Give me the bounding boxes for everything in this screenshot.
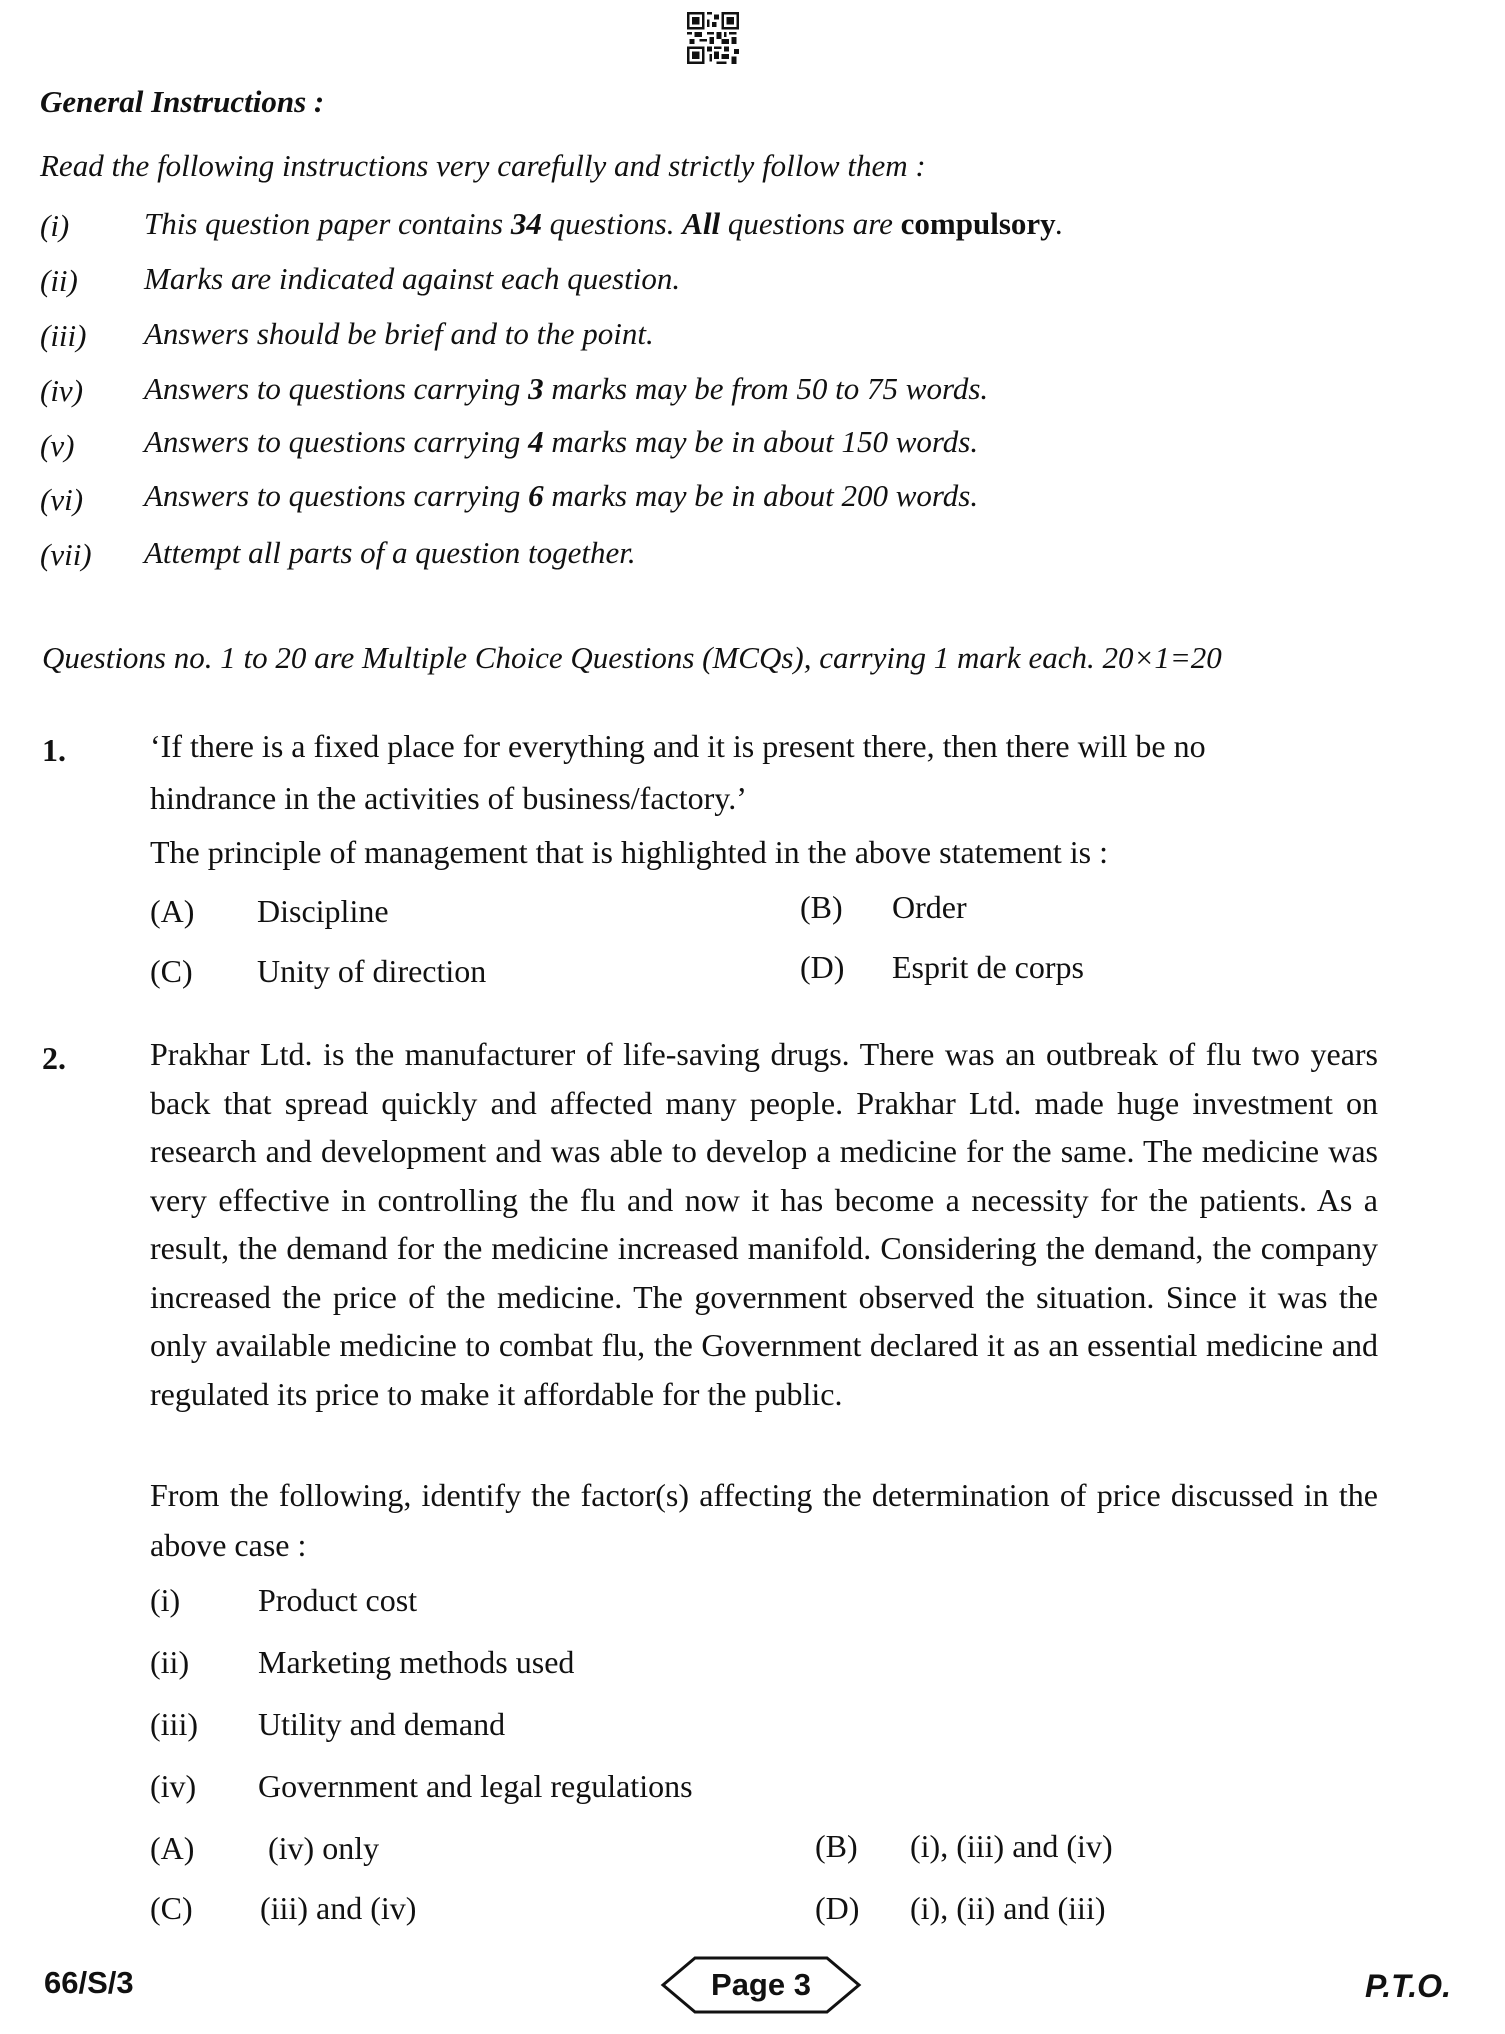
instructions-heading: General Instructions : [40,84,325,119]
instruction-item [144,206,1063,242]
instruction-text: questions. [541,206,683,241]
instruction-bold: 34 [510,206,542,241]
factor-label: (iii) [150,1706,198,1742]
question-text: hindrance in the activities of business/factory.’ [150,780,747,816]
factor-text: Utility and demand [258,1706,506,1742]
instruction-bold: 3 [528,371,544,406]
instruction-item [144,424,978,460]
factor-label: (ii) [150,1644,190,1680]
factor-text: Product cost [258,1582,418,1618]
instruction-text: Answers to questions carrying [144,424,529,459]
instruction-item: Attempt all parts of a question together. [144,535,636,570]
instruction-number: (iv) [40,373,84,408]
factor-text: Marketing methods used [258,1644,575,1680]
instruction-number: (vii) [40,537,92,572]
question-text: ‘If there is a fixed place for everything and it is present there, then there will be no [150,728,1206,764]
instruction-item [144,371,988,407]
option-label: (D) [815,1890,860,1926]
instruction-item: Marks are indicated against each question. [144,261,681,296]
qr-code-icon [686,12,740,64]
instruction-text: questions are [720,206,901,241]
option-text: (iv) only [268,1830,380,1866]
option-text: Discipline [257,893,389,929]
option-label: (B) [800,889,843,925]
instruction-bold: All [682,206,721,241]
instruction-number: (iii) [40,318,87,353]
option-text: (iii) and (iv) [260,1890,417,1926]
option-label: (B) [815,1828,858,1864]
page-number: Page 3 [711,1967,811,2002]
factor-text: Government and legal regulations [258,1768,693,1804]
instruction-item [144,478,978,514]
instruction-text: This question paper contains [144,206,511,241]
section-note: Questions no. 1 to 20 are Multiple Choice Questions (MCQs), carrying 1 mark each. 20×1=20 [42,640,1222,675]
instruction-number: (i) [40,208,70,243]
instruction-text: Answers to questions carrying [144,371,529,406]
question-prompt: From the following, identify the factor(s) affecting the determination of price discussed in the above case : [150,1477,1378,1563]
option-text: Unity of direction [257,953,487,989]
question-number: 2. [42,1040,66,1076]
question-prompt: The principle of management that is highlighted in the above statement is : [150,834,1108,870]
option-label: (C) [150,1890,193,1926]
case-passage: Prakhar Ltd. is the manufacturer of life-saving drugs. There was an outbreak of flu two years back that spread quickly and affected many people. Prakhar Ltd. made huge investment on research and development and was able to develop a medicine for the same. The medicine was very effective in controlling the flu and now it has become a necessity for the patients. As a result, the demand for the medicine increased manifold. Considering the demand, the company increased the price of the medicine. The government observed the situation. Since it was the only available medicine to combat flu, the Government declared it as an essential medicine and regulated its price to make it affordable for the public. [150,1036,1378,1412]
instruction-text: marks may be in about 150 words. [543,424,979,459]
instruction-number: (vi) [40,482,84,517]
instruction-bold: 4 [528,424,544,459]
option-label: (A) [150,1830,195,1866]
option-label: (A) [150,893,195,929]
please-turn-over: P.T.O. [1365,1968,1451,2004]
option-text: Esprit de corps [892,949,1084,985]
factor-label: (iv) [150,1768,197,1804]
page-number-badge [645,1955,877,2015]
question-number: 1. [42,732,66,768]
option-label: (D) [800,949,845,985]
factor-label: (i) [150,1582,181,1618]
option-text: Order [892,889,967,925]
instruction-item: Answers should be brief and to the point. [144,316,654,351]
paper-code: 66/S/3 [44,1965,134,2000]
instruction-bold: 6 [528,478,544,513]
option-text: (i), (iii) and (iv) [910,1828,1113,1864]
option-label: (C) [150,953,193,989]
option-text: (i), (ii) and (iii) [910,1890,1106,1926]
instruction-bold: compulsory [900,206,1056,241]
instructions-intro: Read the following instructions very carefully and strictly follow them : [40,148,926,183]
instruction-text: marks may be from 50 to 75 words. [543,371,989,406]
instruction-text: marks may be in about 200 words. [543,478,979,513]
instruction-number: (v) [40,428,75,463]
instruction-number: (ii) [40,263,78,298]
instruction-text: . [1055,206,1064,241]
instruction-text: Answers to questions carrying [144,478,529,513]
